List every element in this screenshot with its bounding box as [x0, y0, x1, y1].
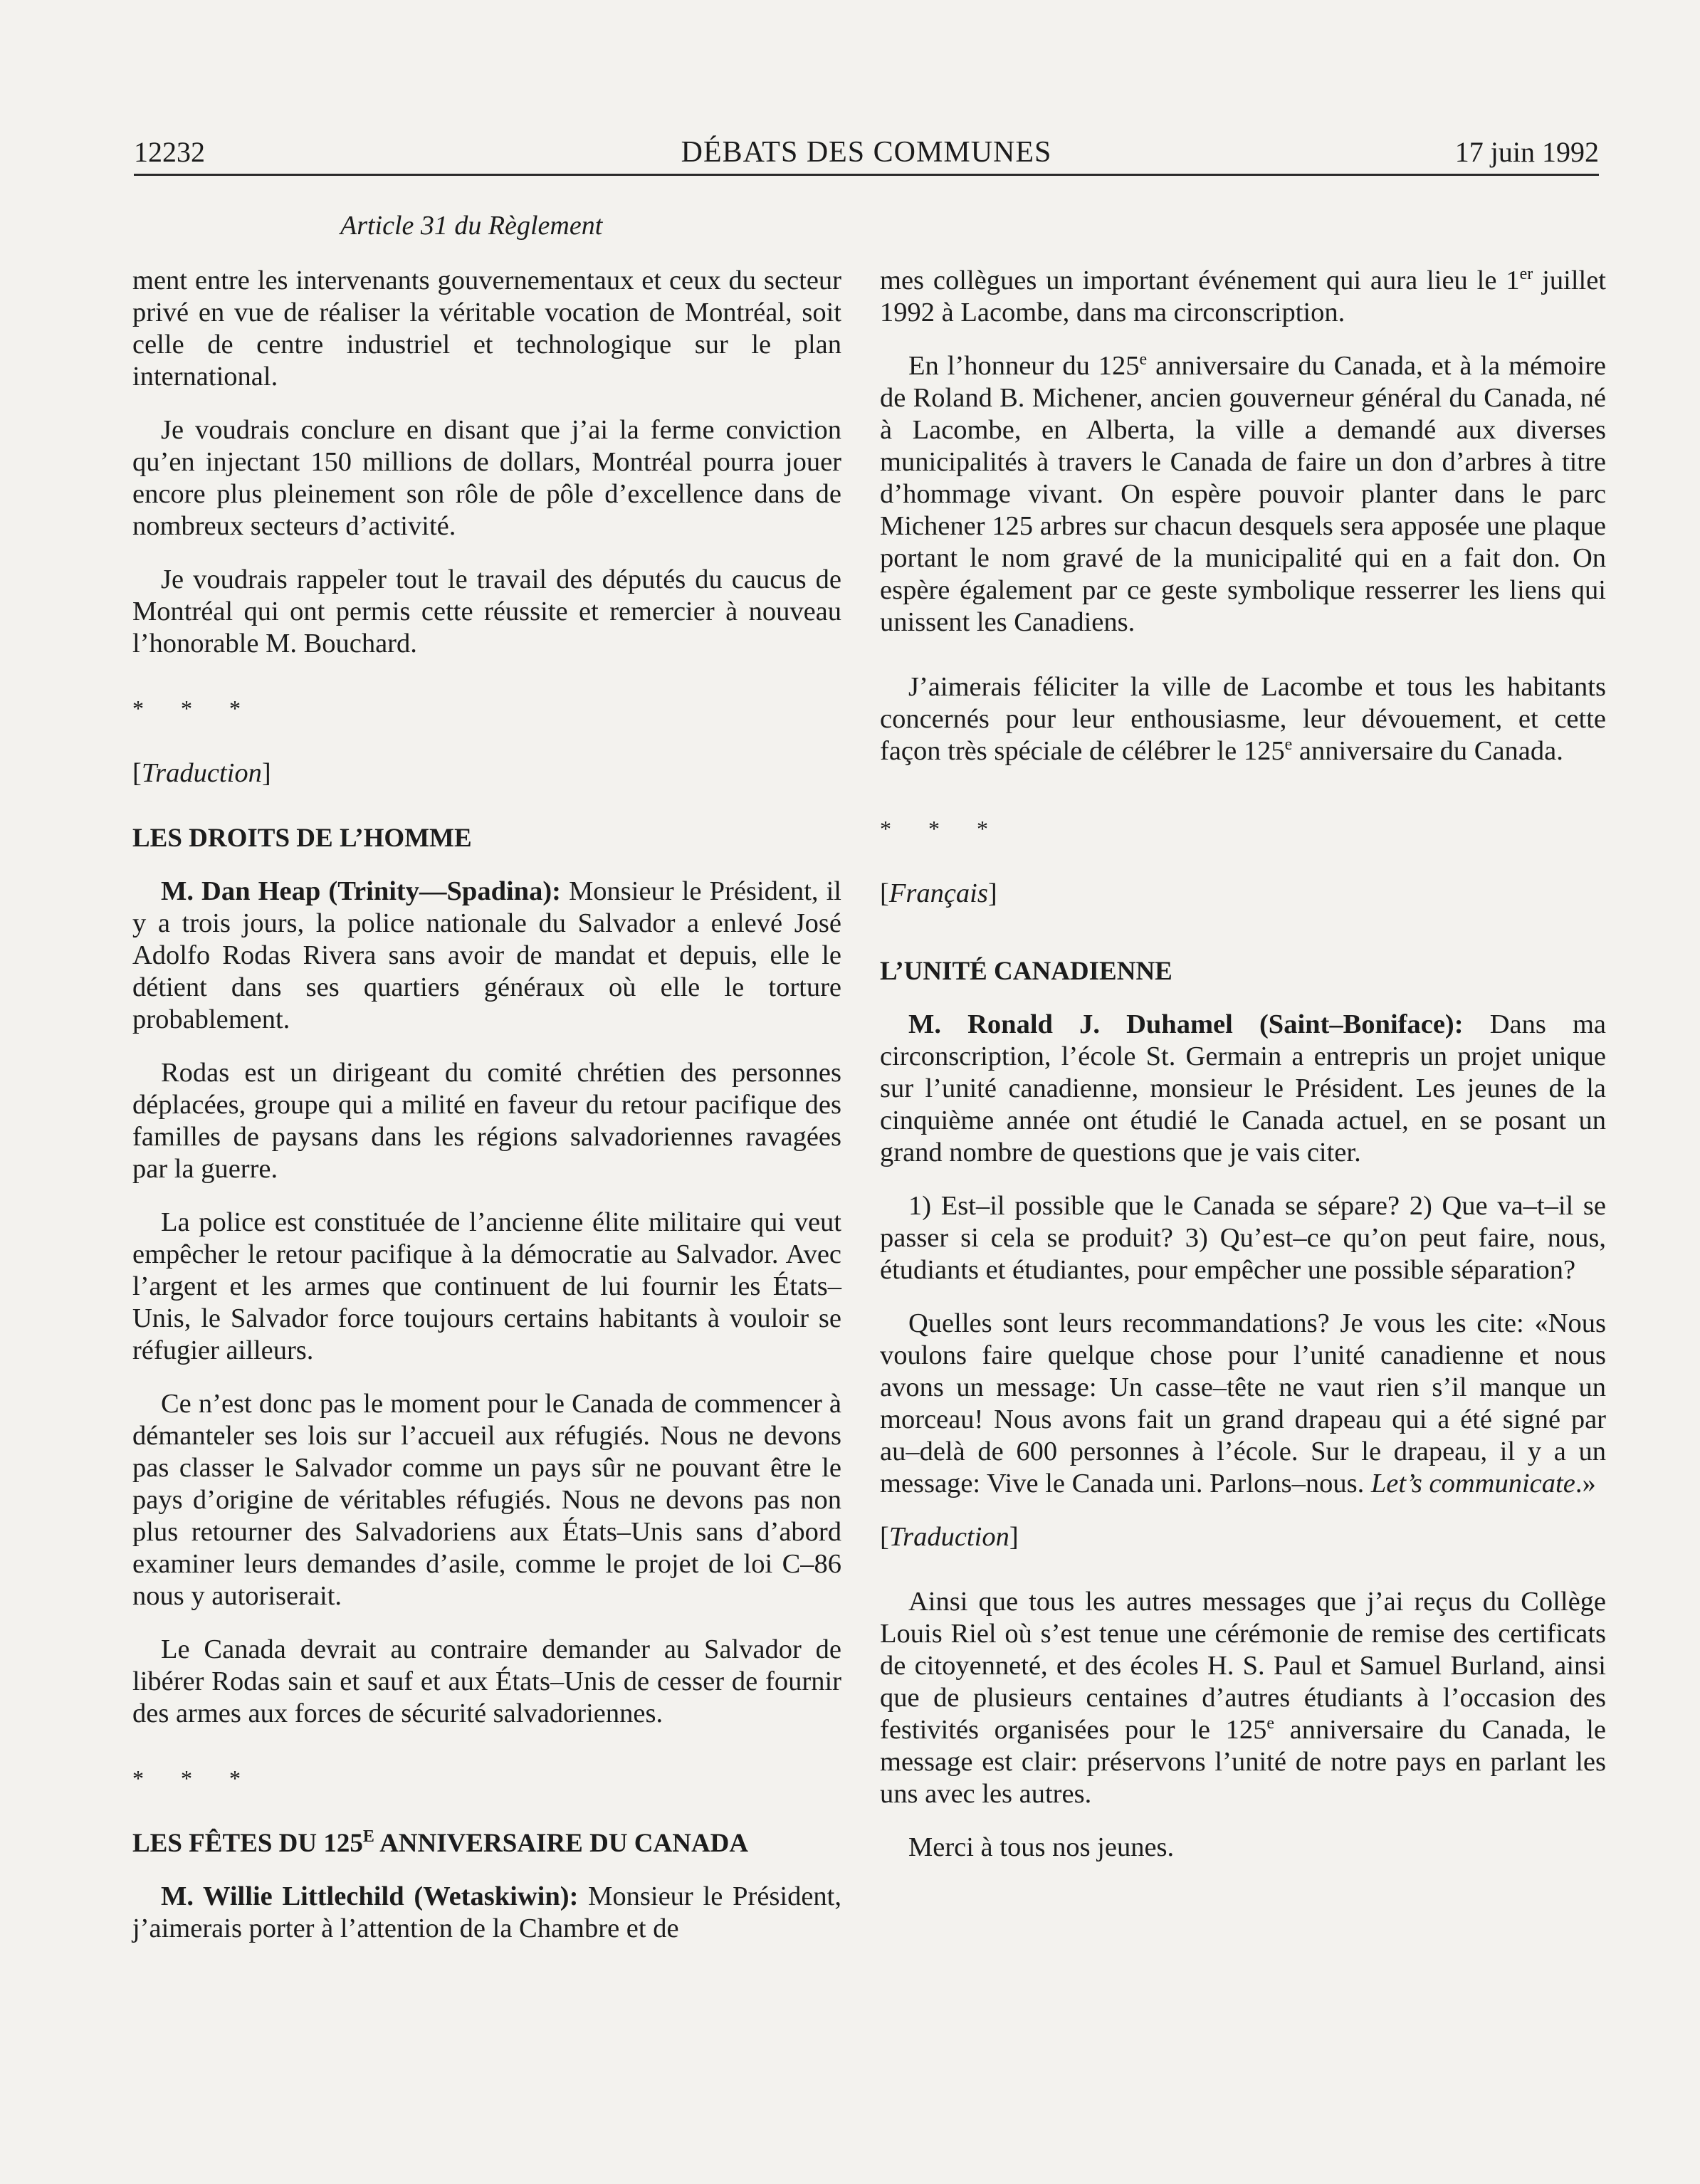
paragraph	[132, 1881, 841, 1945]
paragraph-text: J’aimerais féliciter la ville de Lacombe et tous les habitants concernés pour leur enthousiasme, leur dévouement, et cette façon très spéciale de célébrer le 125	[880, 672, 1606, 766]
section-heading: LES DROITS DE L’HOMME	[132, 824, 472, 853]
paragraph-text: .»	[1575, 1469, 1596, 1498]
paragraph	[880, 1308, 1606, 1500]
section-subheader: Article 31 du Règlement	[340, 211, 603, 241]
paragraph-text: anniversaire du Canada.	[1292, 736, 1563, 766]
language-note-text: Français	[888, 878, 988, 908]
paragraph-text: En l’honneur du 125	[908, 351, 1140, 381]
paragraph	[132, 876, 841, 1036]
heading-superscript: E	[362, 1827, 374, 1846]
paragraph: Merci à tous nos jeunes.	[908, 1832, 1175, 1862]
paragraph: Je voudrais rappeler tout le travail des députés du caucus de Montréal qui ont permis cette réussite et remercier à nouveau l’honorable M. Bouchard.	[132, 565, 841, 658]
section-separator: * * *	[132, 695, 256, 721]
heading-text: LES FÊTES DU 125	[132, 1829, 363, 1858]
paragraph	[880, 1009, 1606, 1169]
language-note: [Traduction]	[880, 1522, 1019, 1552]
left-column	[132, 265, 841, 1945]
language-note: [Traduction]	[132, 758, 271, 788]
superscript: e	[1284, 735, 1293, 754]
italic-text: Let’s communicate	[1370, 1469, 1575, 1498]
paragraph-text: anniversaire du Canada, le message est clair: préservons l’unité de notre pays en parlant les uns avec les autres.	[880, 1715, 1606, 1809]
superscript: e	[1139, 350, 1148, 369]
header-rule	[134, 174, 1599, 176]
paragraph-text: Ainsi que tous les autres messages que j’ai reçus du Collège Louis Riel où s’est tenue une cérémonie de remise des certificats de citoyenneté, et des écoles H. S. Paul et Samuel Burland, ainsi que de plusieurs centaines d’autres étudiants à l’occasion des festivités organisées pour le 125	[880, 1587, 1606, 1745]
paragraph-text: mes collègues un important événement qui aura lieu le 1	[880, 266, 1520, 295]
language-note-text: Traduction	[888, 1522, 1009, 1552]
heading-text: ANNIVERSAIRE DU CANADA	[374, 1829, 749, 1858]
paragraph-text: anniversaire du Canada, et à la mémoire de Roland B. Michener, ancien gouverneur général du Canada, né à Lacombe, en Alberta, la ville a demandé aux diverses municipalités à travers le Canada de faire un don d’arbres à titre d’hommage vivant. On espère pouvoir planter dans le parc Michener 125 arbres sur chacun desquels sera apposée une plaque portant le nom gravé de la municipalité qui en a fait don. On espère également par ce geste symbolique resserrer les liens qui unissent les Canadiens.	[880, 351, 1606, 637]
speaker-name: M. Willie Littlechild (Wetaskiwin):	[161, 1881, 579, 1911]
page-number: 12232	[134, 136, 205, 168]
paragraph: Je voudrais conclure en disant que j’ai la ferme conviction qu’en injectant 150 millions de dollars, Montréal pourra jouer encore plus pleinement son rôle de pôle d’excellence dans de nombreux secteurs d’activité.	[132, 415, 841, 541]
speaker-name: M. Ronald J. Duhamel (Saint–Boniface):	[908, 1009, 1464, 1039]
paragraph-text: Dans ma circonscription, l’école St. Germain a entrepris un projet unique sur l’unité canadienne, monsieur le Président. Les jeunes de la cinquième année ont étudié le Canada actuel, en se posant un grand nombre de questions que je vais citer.	[880, 1009, 1606, 1167]
language-note: [Français]	[880, 878, 997, 908]
section-separator: * * *	[880, 816, 1004, 841]
paragraph: Rodas est un dirigeant du comité chrétien des personnes déplacées, groupe qui a milité en faveur du retour pacifique des familles de paysans dans les régions salvadoriennes ravagées par la guerre.	[132, 1058, 841, 1184]
section-separator: * * *	[132, 1765, 256, 1791]
paragraph: La police est constituée de l’ancienne élite militaire qui veut empêcher le retour pacifique à la démocratie au Salvador. Avec l’argent et les armes que continuent de lui fournir les États–Unis, le Salvador force toujours certains habitants à vouloir se réfugier ailleurs.	[132, 1207, 841, 1365]
section-heading	[132, 1827, 841, 1859]
paragraph-text: Quelles sont leurs recommandations? Je vous les cite: «Nous voulons faire quelque chose pour l’unité canadienne et nous avons un message: Un casse–tête ne vaut rien s’il manque un morceau! Nous avons fait un grand drapeau qui a été signé par au–delà de 600 personnes à l’école. Sur le drapeau, il y a un message: Vive le Canada uni. Parlons–nous.	[880, 1308, 1606, 1498]
paragraph-text: Monsieur le Président, il y a trois jours, la police nationale du Salvador a enlevé José Adolfo Rodas Rivera sans avoir de mandat et depuis, elle le détient dans ses quartiers généraux où elle le torture probablement.	[132, 876, 841, 1034]
paragraph: 1) Est–il possible que le Canada se sépare? 2) Que va–t–il se passer si cela se produit? 3) Qu’est–ce qu’on peut faire, nous, étudiants et étudiantes, pour empêcher une possible séparation?	[880, 1191, 1606, 1285]
paragraph: Ce n’est donc pas le moment pour le Canada de commencer à démanteler ses lois sur l’accueil aux réfugiés. Nous ne devons pas classer le Salvador comme un pays sûr ne pouvant être le pays d’origine de véritables réfugiés. Nous ne devons pas non plus retourner des Salvadoriens aux États–Unis sans d’abord examiner leurs demandes d’asile, comme le projet de loi C–86 nous y autoriserait.	[132, 1389, 841, 1611]
page-header	[134, 134, 1599, 171]
paragraph-text: Monsieur le Président, j’aimerais porter à l’attention de la Chambre et de	[132, 1881, 841, 1943]
paragraph-text: juillet 1992 à Lacombe, dans ma circonscription.	[880, 266, 1606, 327]
paragraph	[880, 671, 1606, 767]
paragraph	[880, 265, 1606, 329]
paragraph: ment entre les intervenants gouvernementaux et ceux du secteur privé en vue de réaliser la véritable vocation de Montréal, soit celle de centre industriel et technologique sur le plan international.	[132, 266, 841, 392]
superscript: e	[1266, 1714, 1275, 1733]
right-column	[880, 265, 1606, 1864]
paragraph: Le Canada devrait au contraire demander au Salvador de libérer Rodas sain et sauf et aux États–Unis de cesser de fournir des armes aux forces de sécurité salvadoriennes.	[132, 1634, 841, 1728]
publication-date: 17 juin 1992	[1454, 136, 1599, 168]
superscript: er	[1519, 265, 1533, 283]
publication-title: DÉBATS DES COMMUNES	[681, 136, 1052, 169]
section-heading: L’UNITÉ CANADIENNE	[880, 957, 1172, 986]
speaker-name: M. Dan Heap (Trinity—Spadina):	[161, 876, 561, 906]
paragraph	[880, 1586, 1606, 1810]
language-note-text: Traduction	[141, 758, 262, 788]
paragraph	[880, 350, 1606, 639]
